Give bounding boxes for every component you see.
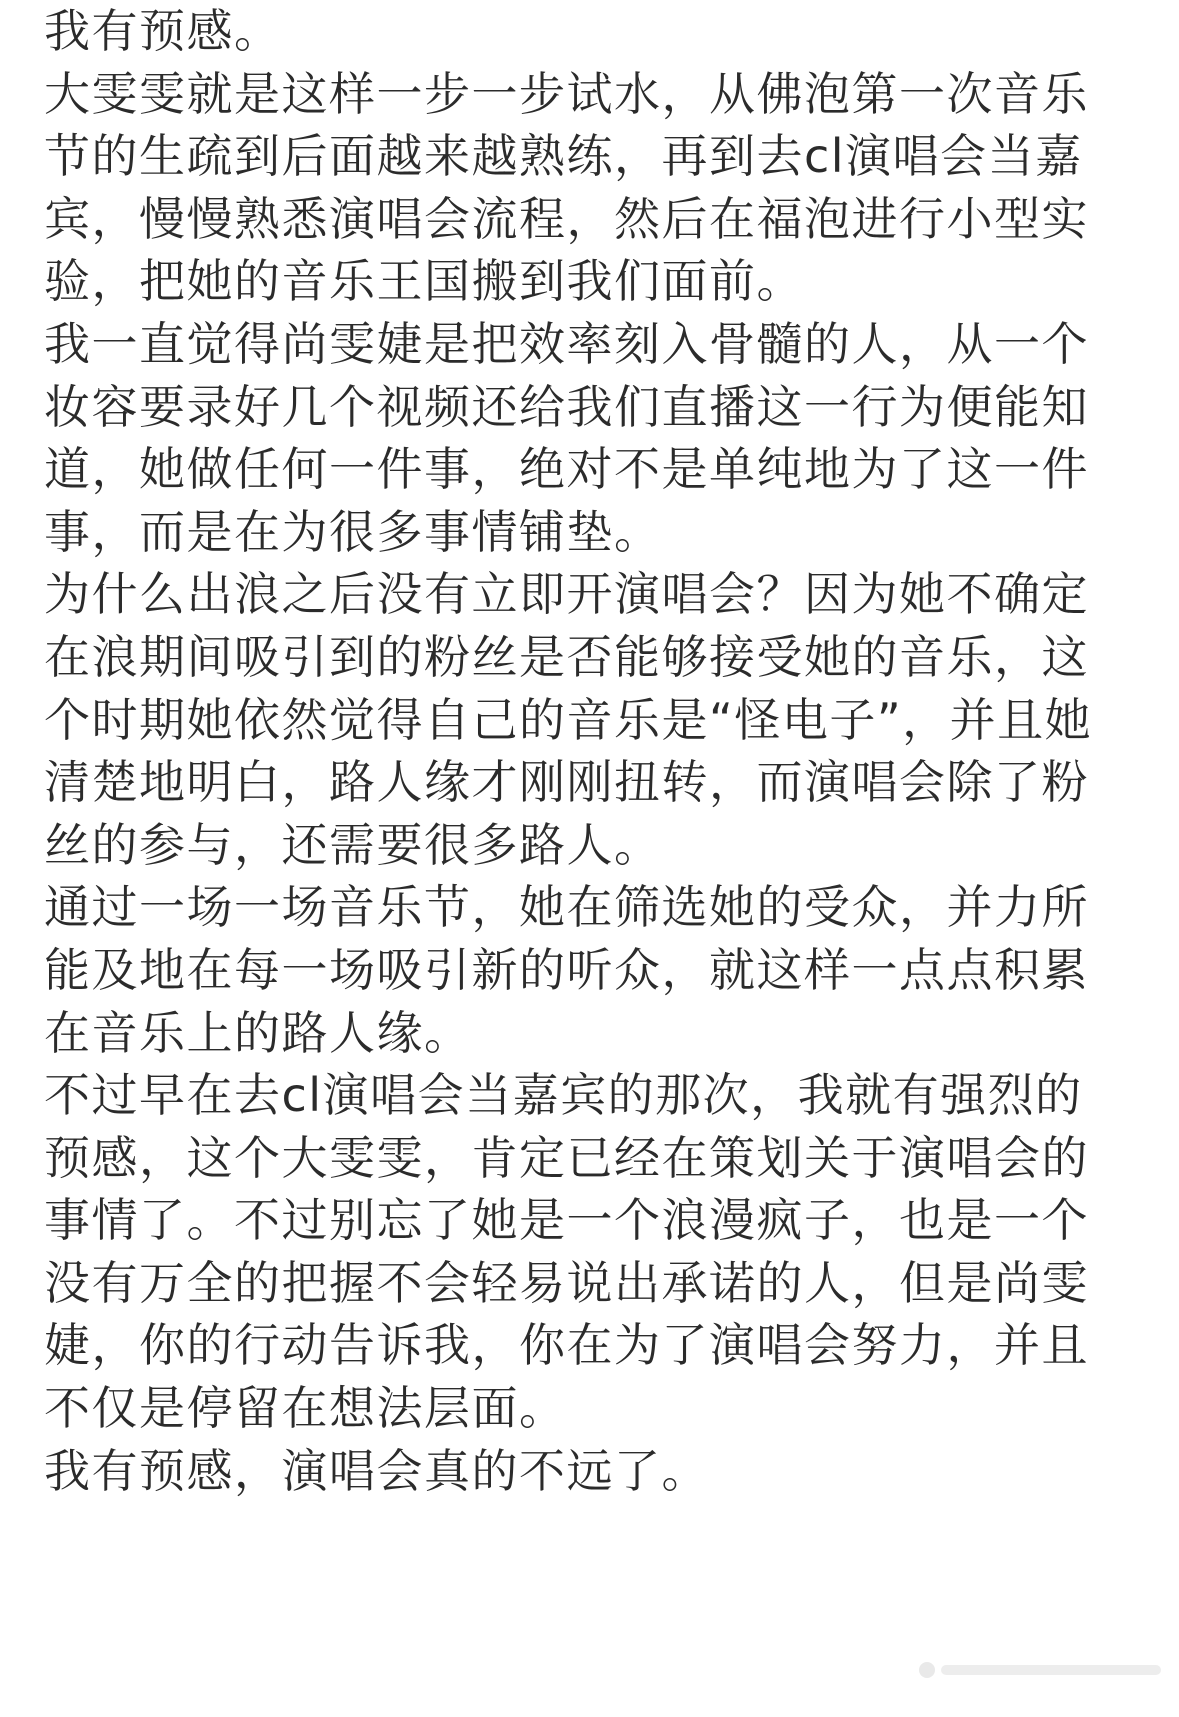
text-line: 清楚地明白，路人缘才刚刚扭转，而演唱会除了粉 bbox=[44, 755, 1089, 810]
text-line: 我一直觉得尚雯婕是把效率刻入骨髓的人，从一个 bbox=[44, 316, 1089, 371]
text-line: 我有预感。 bbox=[44, 4, 282, 58]
text-line: 个时期她依然觉得自己的音乐是“怪电子”，并且她 bbox=[44, 692, 1093, 747]
text-line: 节的生疏到后面越来越熟练，再到去cl演唱会当嘉 bbox=[44, 129, 1083, 184]
text-line: 通过一场一场音乐节，她在筛选她的受众，并力所 bbox=[44, 880, 1089, 935]
text-line: 丝的参与，还需要很多路人。 bbox=[44, 817, 662, 872]
text-line: 为什么出浪之后没有立即开演唱会？因为她不确定 bbox=[44, 567, 1089, 622]
text-line: 没有万全的把握不会轻易说出承诺的人，但是尚雯 bbox=[44, 1255, 1089, 1310]
text-line: 事，而是在为很多事情铺垫。 bbox=[44, 504, 662, 559]
text-line: 妆容要录好几个视频还给我们直播这一行为便能知 bbox=[44, 379, 1089, 434]
text-line: 大雯雯就是这样一步一步试水，从佛泡第一次音乐 bbox=[44, 66, 1089, 121]
text-line: 能及地在每一场吸引新的听众，就这样一点点积累 bbox=[44, 942, 1089, 997]
text-line: 宾，慢慢熟悉演唱会流程，然后在福泡进行小型实 bbox=[44, 191, 1089, 246]
text-line: 验，把她的音乐王国搬到我们面前。 bbox=[44, 254, 804, 309]
text-line: 事情了。不过别忘了她是一个浪漫疯子，也是一个 bbox=[44, 1193, 1089, 1248]
text-line: 道，她做任何一件事，绝对不是单纯地为了这一件 bbox=[44, 442, 1089, 497]
text-line: 我有预感，演唱会真的不远了。 bbox=[44, 1443, 709, 1498]
text-line: 不过早在去cl演唱会当嘉宾的那次，我就有强烈的 bbox=[44, 1068, 1083, 1123]
watermark-logo-icon bbox=[919, 1662, 935, 1678]
text-line: 预感，这个大雯雯，肯定已经在策划关于演唱会的 bbox=[44, 1130, 1089, 1185]
text-line: 婕，你的行动告诉我，你在为了演唱会努力，并且 bbox=[44, 1318, 1089, 1373]
text-line: 在音乐上的路人缘。 bbox=[44, 1005, 472, 1060]
text-line: 不仅是停留在想法层面。 bbox=[44, 1381, 567, 1436]
faint-watermark bbox=[919, 1659, 1161, 1681]
post-body bbox=[44, 0, 1144, 1502]
watermark-bar bbox=[941, 1665, 1161, 1675]
text-line: 在浪期间吸引到的粉丝是否能够接受她的音乐，这 bbox=[44, 629, 1089, 684]
